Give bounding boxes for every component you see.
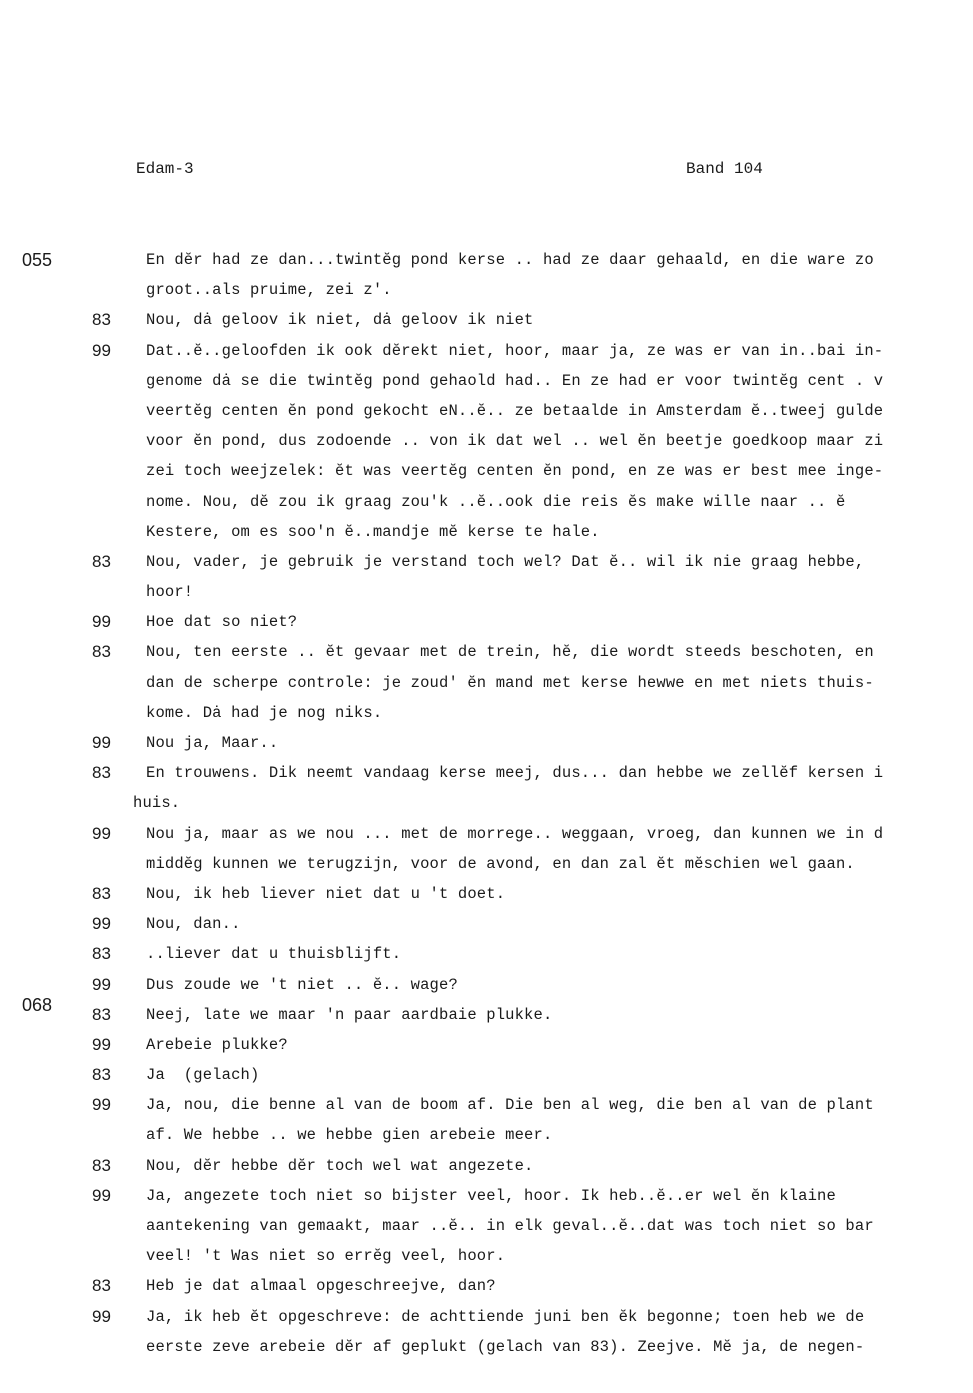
speaker-number: 83 <box>92 310 111 330</box>
speaker-number: 99 <box>92 340 111 360</box>
line-text: veel! 't Was niet so errĕg veel, hoor. <box>146 1247 506 1266</box>
transcript-line <box>0 669 973 699</box>
transcript-line <box>0 1152 973 1182</box>
transcript-line <box>0 397 973 427</box>
transcript-line <box>0 427 973 457</box>
speaker-number: 83 <box>92 1276 111 1296</box>
speaker-number: 83 <box>92 944 111 964</box>
transcript-line <box>0 246 973 276</box>
tape-position-mark: 068 <box>22 995 53 1015</box>
line-text: En trouwens. Dik neemt vandaag kerse meej, dus... dan hebbe we zellĕf kersen i <box>146 764 884 783</box>
transcript-line <box>0 276 973 306</box>
line-text: genome dȧ se die twintĕg pond gehaold had.. En ze had er voor twintĕg cent . v <box>146 371 884 390</box>
transcript-line <box>0 1061 973 1091</box>
transcript-line <box>0 1303 973 1333</box>
speaker-number: 99 <box>92 1185 111 1205</box>
transcript-line <box>0 578 973 608</box>
document-header-right: Band 104 <box>686 160 763 178</box>
transcript-line <box>0 729 973 759</box>
speaker-number: 99 <box>92 1034 111 1054</box>
line-text: huis. <box>133 794 181 813</box>
line-text: Ja, angezete toch niet so bijster veel, hoor. Ik heb..ĕ..er wel ĕn klaine <box>146 1186 836 1205</box>
transcript-line <box>0 1333 973 1363</box>
transcript-line <box>0 789 973 819</box>
speaker-number: 99 <box>92 733 111 752</box>
transcript-line <box>0 1212 973 1242</box>
transcript-line <box>0 306 973 336</box>
line-text: veertĕg centen ĕn pond gekocht eN..ĕ.. ze betaalde in Amsterdam ĕ..tweej gulde <box>146 401 884 420</box>
transcript-line <box>0 638 973 668</box>
line-text: Nou, dan.. <box>146 915 241 934</box>
speaker-number: 83 <box>92 1065 111 1085</box>
line-text: Nou ja, Maar.. <box>146 734 279 752</box>
line-text: En dĕr had ze dan...twintĕg pond kerse .. had ze daar gehaald, en die ware zo <box>146 251 874 269</box>
speaker-number: 83 <box>92 763 111 783</box>
transcript-line <box>0 1121 973 1151</box>
speaker-number: 99 <box>92 914 111 934</box>
transcript-line <box>0 850 973 880</box>
transcript-line <box>0 1182 973 1212</box>
line-text: Nou, dĕr hebbe dĕr toch wel wat angezete. <box>146 1156 534 1175</box>
line-text: zei toch weejzelek: ĕt was veertĕg centen ĕn pond, en ze was er best mee inge- <box>146 462 884 481</box>
transcript <box>0 246 973 1363</box>
line-text: Nou, ik heb liever niet dat u 't doet. <box>146 884 506 903</box>
line-text: Ja, ik heb ĕt opgeschreve: de achttiende juni ben ĕk begonne; toen heb we de <box>146 1307 865 1326</box>
line-text: Ja (gelach) <box>146 1066 260 1085</box>
transcript-line <box>0 1091 973 1121</box>
transcript-line <box>0 1031 973 1061</box>
document-header-left: Edam-3 <box>136 160 194 178</box>
line-text: Heb je dat almaal opgeschreejve, dan? <box>146 1277 496 1296</box>
speaker-number: 99 <box>92 823 111 843</box>
line-text: eerste zeve arebeie dĕr af geplukt (gelach van 83). Zeejve. Mĕ ja, de negen- <box>146 1337 865 1356</box>
line-text: Dat..ĕ..geloofden ik ook dĕrekt niet, hoor, maar ja, ze was er van in..bai in- <box>146 341 884 360</box>
transcript-line <box>0 1242 973 1272</box>
transcript-line <box>0 608 973 638</box>
transcript-line <box>0 488 973 518</box>
speaker-number: 83 <box>92 1155 111 1175</box>
speaker-number: 99 <box>92 974 111 994</box>
line-text: Nou, dȧ geloov ik niet, dȧ geloov ik niet <box>146 311 534 330</box>
speaker-number: 99 <box>92 1095 111 1115</box>
transcript-line <box>0 699 973 729</box>
tape-position-mark: 055 <box>22 250 53 270</box>
transcript-line <box>0 337 973 367</box>
speaker-number: 83 <box>92 642 111 662</box>
line-text: Hoe dat so niet? <box>146 613 298 632</box>
line-text: nome. Nou, dĕ zou ik graag zou'k ..ĕ..ook die reis ĕs make wille naar .. ĕ <box>146 492 846 511</box>
line-text: kome. Dȧ had je nog niks. <box>146 703 383 722</box>
transcript-line <box>0 1272 973 1302</box>
speaker-number: 99 <box>92 1306 111 1326</box>
transcript-line <box>0 457 973 487</box>
transcript-line <box>0 940 973 970</box>
transcript-line <box>0 880 973 910</box>
speaker-number: 83 <box>92 551 111 571</box>
line-text: Dus zoude we 't niet .. ĕ.. wage? <box>146 975 458 994</box>
transcript-line <box>0 759 973 789</box>
line-text: af. We hebbe .. we hebbe gien arebeie meer. <box>146 1126 553 1145</box>
line-text: Ja, nou, die benne al van de boom af. Die ben al weg, die ben al van de plant <box>146 1096 874 1115</box>
transcript-line <box>0 518 973 548</box>
speaker-number: 99 <box>92 612 111 632</box>
transcript-line <box>0 820 973 850</box>
transcript-line <box>0 548 973 578</box>
line-text: groot..als pruime, zei z'. <box>146 281 392 300</box>
transcript-line <box>0 1001 973 1031</box>
transcript-line <box>0 971 973 1001</box>
line-text: Nou ja, maar as we nou ... met de morrege.. weggaan, vroeg, dan kunnen we in d <box>146 824 884 843</box>
line-text: aantekening van gemaakt, maar ..ĕ.. in elk geval..ĕ..dat was toch niet so bar <box>146 1217 874 1235</box>
line-text: dan de scherpe controle: je zoud' ĕn mand met kerse hewwe en met niets thuis- <box>146 673 874 692</box>
line-text: Neej, late we maar 'n paar aardbaie plukke. <box>146 1005 553 1024</box>
speaker-number: 83 <box>92 883 111 903</box>
line-text: hoor! <box>146 583 194 602</box>
transcript-line <box>0 910 973 940</box>
speaker-number: 83 <box>92 1004 111 1024</box>
line-text: middĕg kunnen we terugzijn, voor de avond, en dan zal ĕt mĕschien wel gaan. <box>146 854 855 873</box>
line-text: ..liever dat u thuisblijft. <box>146 945 402 964</box>
line-text: Kestere, om es soo'n ĕ..mandje mĕ kerse te hale. <box>146 522 600 541</box>
line-text: Nou, vader, je gebruik je verstand toch wel? Dat ĕ.. wil ik nie graag hebbe, <box>146 552 865 571</box>
line-text: Arebeie plukke? <box>146 1035 288 1054</box>
transcript-line <box>0 367 973 397</box>
line-text: Nou, ten eerste .. ĕt gevaar met de trein, hĕ, die wordt steeds beschoten, en <box>146 643 874 662</box>
line-text: voor ĕn pond, dus zodoende .. von ik dat wel .. wel ĕn beetje goedkoop maar zi <box>146 432 884 451</box>
